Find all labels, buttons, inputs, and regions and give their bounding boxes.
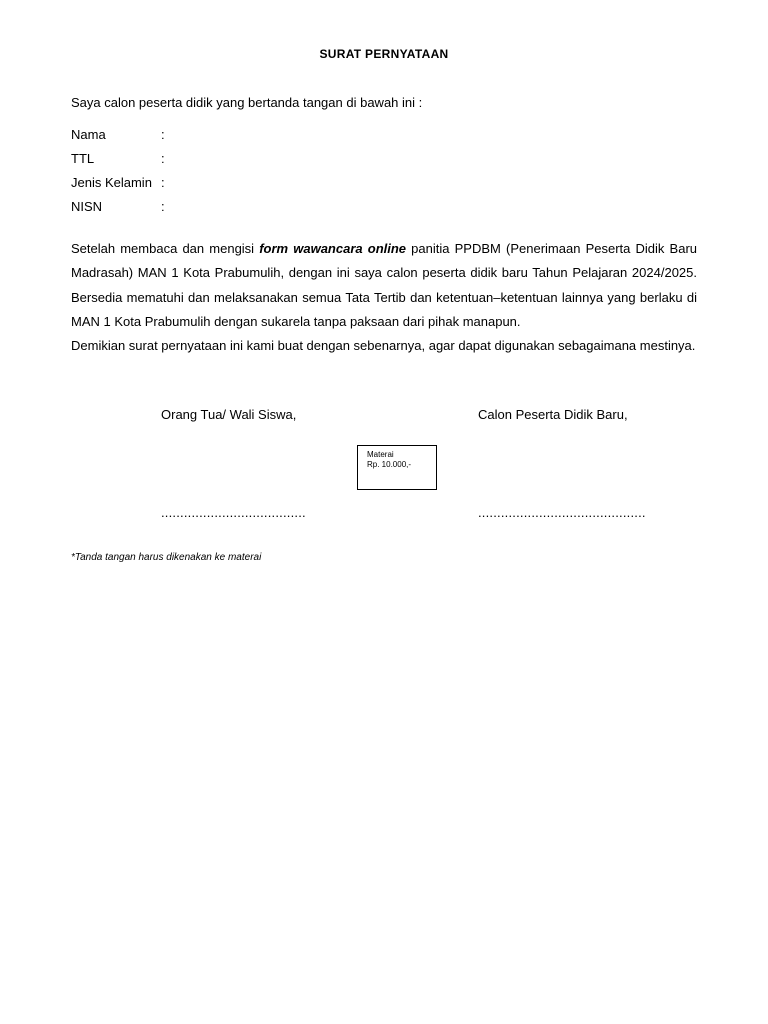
field-colon: : (161, 175, 165, 190)
field-label: TTL (71, 151, 95, 166)
field-label: NISN (71, 199, 103, 214)
field-row-nama (71, 126, 171, 150)
field-label: Nama (71, 127, 106, 142)
student-signature-line: ............................................ (478, 505, 646, 520)
paragraph-text: panitia PPDBM (Penerimaan Peserta Didik Baru Madrasah) MAN 1 Kota Prabumulih, dengan ini saya calon peserta didik baru Tahun Pelajaran 2024/2025. Bersedia mematuhi dan melaksanakan semua Tata Tertib dan ketentuan–ketentuan lainnya yang berlaku di MAN 1 Kota Prabumulih dengan sukarela tanpa paksaan dari pihak manapun. (71, 241, 698, 329)
document-title: SURAT PERNYATAAN (319, 47, 449, 61)
paragraph-text: Setelah membaca dan mengisi (71, 241, 260, 256)
statement-paragraph (71, 237, 697, 334)
footnote: *Tanda tangan harus dikenakan ke materai (71, 552, 262, 563)
emphasis-text: form wawancara online (259, 241, 407, 256)
field-colon: : (161, 199, 165, 214)
identity-fields (71, 126, 171, 222)
closing-paragraph: Demikian surat pernyataan ini kami buat dengan sebenarnya, agar dapat digunakan sebagaimana mestinya. (71, 338, 696, 354)
parent-signature-label: Orang Tua/ Wali Siswa, (161, 407, 297, 422)
materai-label: Materai (367, 450, 394, 459)
student-signature-label: Calon Peserta Didik Baru, (478, 407, 628, 422)
statement-body (71, 237, 697, 358)
field-label: Jenis Kelamin (71, 175, 152, 190)
field-row-nisn (71, 198, 171, 222)
materai-stamp-box (357, 445, 437, 490)
parent-signature-line: ...................................... (161, 505, 306, 520)
materai-value: Rp. 10.000,- (367, 460, 412, 469)
field-colon: : (161, 127, 165, 142)
field-row-jenis-kelamin (71, 174, 171, 198)
field-row-ttl (71, 150, 171, 174)
field-colon: : (161, 151, 165, 166)
intro-text: Saya calon peserta didik yang bertanda tangan di bawah ini : (71, 95, 423, 110)
